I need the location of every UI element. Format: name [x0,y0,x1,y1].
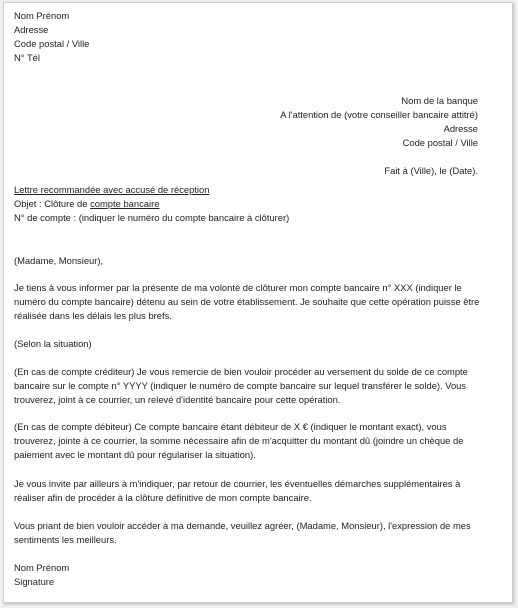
sender-name: Nom Prénom [14,10,70,21]
salutation: (Madame, Monsieur), [14,255,104,266]
situation-note: (Selon la situation) [14,338,92,349]
letter-page [3,2,513,603]
letter-header [14,183,289,225]
sender-phone: N° Tél [14,52,40,63]
recipient-bank: Nom de la banque [401,95,478,106]
signature-block [14,561,69,589]
place-date: Fait à (Ville), le (Date). [384,165,478,176]
paragraph-intent: Je tiens à vous informer par la présente de ma volonté de clôturer mon compte bancaire n° XXX (indiquer le numéro du compte bancaire) détenu au sein de votre établissement. Je souhaite que cette opération puisse être réalisée dans les délais les plus brefs. [14,282,480,321]
object-link[interactable]: compte bancaire [90,198,160,209]
sender-block [14,9,89,65]
registered-mail-line: Lettre recommandée avec accusé de réception [14,184,210,195]
closing-signature: Signature [14,576,55,587]
recipient-attention: A l'attention de (votre conseiller bancaire attitré) [280,109,478,120]
sender-address: Adresse [14,24,49,35]
paragraph-creditor: (En cas de compte créditeur) Je vous remercie de bien vouloir procéder au versement du solde de ce compte bancaire sur le compte n° YYYY (indiquer le numéro de compte bancaire sur lequel transférer le solde). Vous trouverez, joint à ce courrier, un relevé d'identité bancaire pour cette opération. [14,366,468,405]
recipient-address: Adresse [443,123,478,134]
object-line [14,197,289,211]
recipient-postal: Code postal / Ville [402,137,478,148]
account-number-line: N° de compte : (indiquer le numéro du compte bancaire à clôturer) [14,212,290,223]
paragraph-debtor: (En cas de compte débiteur) Ce compte bancaire étant débiteur de X € (indiquer le montant exact), vous trouverez, jointe à ce courrier, la somme nécessaire afin de m'acquitter du montant dû (joindre un chèque de paiement avec le montant dû pour régulariser la situation). [14,421,464,460]
paragraph-closing-formula: Vous priant de bien vouloir accéder à ma demande, veuillez agréer, (Madame, Monsieur), l'expression de mes sentiments les meilleurs. [14,520,471,545]
sender-postal: Code postal / Ville [14,38,90,49]
closing-name: Nom Prénom [14,562,70,573]
paragraph-further-steps: Je vous invite par ailleurs à m'indiquer, par retour de courrier, les éventuelles démarches supplémentaires à réaliser afin de procéder à la clôture définitive de mon compte bancaire. [14,478,461,503]
recipient-block [280,94,478,150]
object-prefix: Objet : Clôture de [14,198,91,209]
